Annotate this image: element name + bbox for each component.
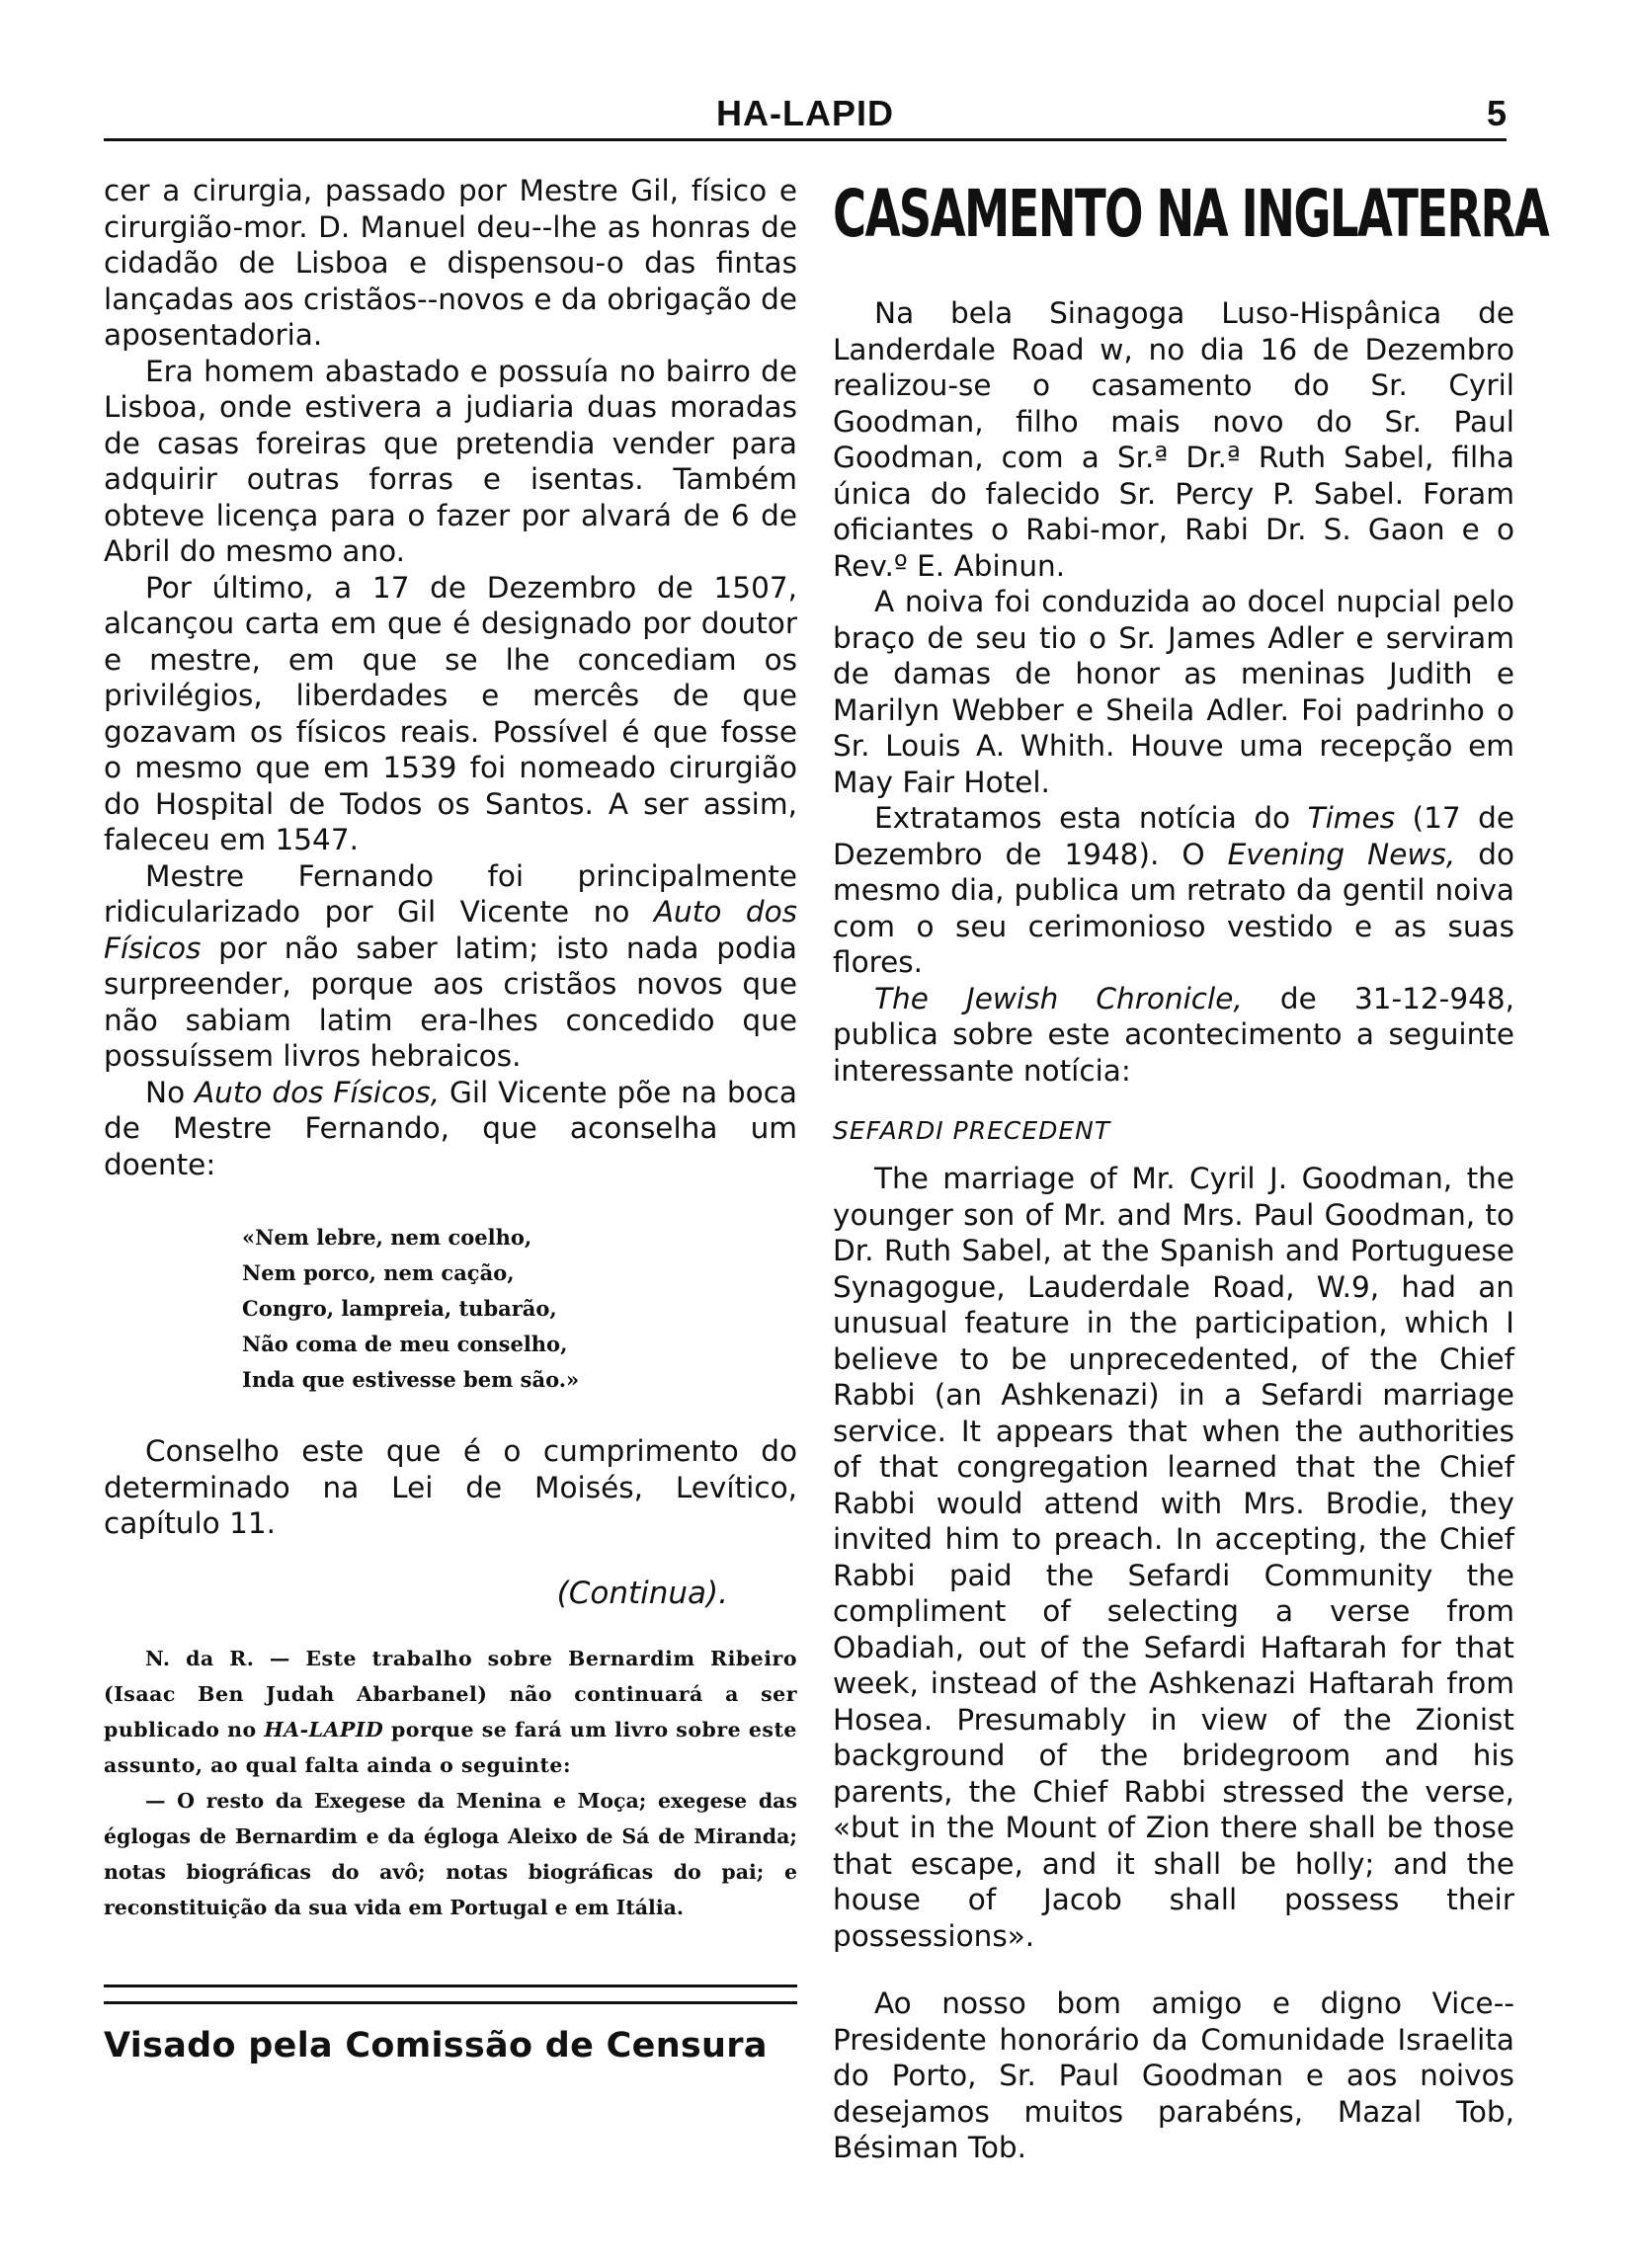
poem-line: Não coma de meu conselho, bbox=[242, 1332, 568, 1356]
poem-line: «Nem lebre, nem coelho, bbox=[242, 1225, 532, 1250]
paragraph: Ao nosso bom amigo e digno Vice--Presidente honorário da Comunidade Israelita do Porto, Sr. Paul Goodman e aos noivos desejamos muitos parabéns, Mazal Tob, Bésiman Tob. bbox=[833, 1986, 1514, 2164]
paragraph: cer a cirurgia, passado por Mestre Gil, físico e cirurgião-mor. D. Manuel deu--lhe as honras de cidadão de Lisboa e dispensou-o das fintas lançadas aos cristãos--novos e da obrigação de aposentadoria. bbox=[104, 174, 797, 352]
paragraph: The Jewish Chronicle, de 31-12-948, publica sobre este acontecimento a seguinte interessante notícia: bbox=[833, 981, 1514, 1088]
subheading: SEFARDI PRECEDENT bbox=[833, 1116, 1111, 1145]
poem-line: Nem porco, nem cação, bbox=[242, 1260, 515, 1285]
page-header bbox=[104, 91, 1507, 141]
right-column bbox=[833, 173, 1549, 2166]
paragraph: Por último, a 17 de Dezembro de 1507, alcançou carta em que é designado por doutor e mestre, em que se lhe concediam os privilégios, liberdades e mercês de que gozavam os físicos reais. Possível é que fosse o mesmo que em 1539 foi nomeado cirurgião do Hospital de Todos os Santos. A ser assim, faleceu em 1547. bbox=[104, 570, 797, 856]
note-paragraph: N. da R. — Este trabalho sobre Bernardim Ribeiro (Isaac Ben Judah Abarbanel) não continuará a ser publicado no HA-LAPID porque se fará um livro sobre este assunto, ao qual falta ainda o seguinte: bbox=[104, 1646, 797, 1777]
journal-title: HA-LAPID bbox=[716, 93, 894, 133]
continua-label: (Continua). bbox=[556, 1575, 728, 1611]
note-paragraph: — O resto da Exegese da Menina e Moça; exegese das églogas de Bernardim e da égloga Aleixo de Sá de Miranda; notas biográficas do avô; notas biográficas do pai; e reconstituição da sua vida em Portugal e em Itália. bbox=[104, 1788, 797, 1919]
left-column bbox=[104, 173, 797, 2066]
editor-note bbox=[104, 1641, 797, 1925]
spacer bbox=[833, 1954, 1514, 1985]
paragraph: Era homem abastado e possuía no bairro de Lisboa, onde estivera a judiaria duas moradas de casas foreiras que pretendia vender para adquirir outras forras e isentas. Também obteve licença para o fazer por alvará de 6 de Abril do mesmo ano. bbox=[104, 354, 797, 568]
poem-line: Inda que estivesse bem são.» bbox=[242, 1367, 580, 1392]
work-title: Auto dos Físicos bbox=[104, 895, 797, 965]
paragraph: The marriage of Mr. Cyril J. Goodman, the younger son of Mr. and Mrs. Paul Goodman, to Dr. Ruth Sabel, at the Spanish and Portuguese Synagogue, Lauderdale Road, W.9, had an unusual feature in the participation, which I believe to be unprecedented, of the Chief Rabbi (an Ashkenazi) in a Sefardi marriage service. It appears that when the authorities of that congregation learned that the Chief Rabbi would attend with Mrs. Brodie, they invited him to preach. In accepting, the Chief Rabbi paid the Sefardi Community the compliment of selecting a verse from Obadiah, out of the Sefardi Haftarah for that week, instead of the Ashkenazi Haftarah from Hosea. Presumably in view of the Zionist background of the bridegroom and his parents, the Chief Rabbi stressed the verse, «but in the Mount of Zion there shall be those that escape, and it shall be holly; and the house of Jacob shall possess their possessions». bbox=[833, 1162, 1514, 1953]
paragraph: Na bela Sinagoga Luso-Hispânica de Landerdale Road w, no dia 16 de Dezembro realizou-se o casamento do Sr. Cyril Goodman, filho mais novo do Sr. Paul Goodman, com a Sr.ª Dr.ª Ruth Sabel, filha única do falecido Sr. Percy P. Sabel. Foram oficiantes o Rabi-mor, Rabi Dr. S. Gaon e o Rev.º E. Abinun. bbox=[833, 296, 1514, 583]
paragraph: Mestre Fernando foi principalmente ridicularizado por Gil Vicente no Auto dos Físicos por não saber latim; isto nada podia surpreender, porque aos cristãos novos que não sabiam latim era-lhes concedido que possuíssem livros hebraicos. bbox=[104, 858, 797, 1073]
article-headline: CASAMENTO NA INGLATERRA bbox=[833, 176, 1549, 252]
paragraph: Extratamos esta notícia do Times (17 de Dezembro de 1948). O Evening News, do mesmo dia, publica um retrato da gentil noiva com o seu cerimonioso vestido e as suas flores. bbox=[833, 801, 1514, 979]
page-number: 5 bbox=[1486, 93, 1507, 133]
double-rule-divider bbox=[104, 1984, 797, 2004]
paragraph: A noiva foi conduzida ao docel nupcial pelo braço de seu tio o Sr. James Adler e serviram de damas de honor as meninas Judith e Marilyn Webber e Sheila Adler. Foi padrinho o Sr. Louis A. Whith. Houve uma recepção em May Fair Hotel. bbox=[833, 585, 1514, 799]
paragraph: Conselho este que é o cumprimento do determinado na Lei de Moisés, Levítico, capítulo 11. bbox=[104, 1434, 797, 1540]
poem-quote bbox=[242, 1220, 797, 1398]
censorship-notice: Visado pela Comissão de Censura bbox=[104, 2025, 768, 2066]
poem-line: Congro, lampreia, tubarão, bbox=[242, 1296, 557, 1321]
work-title: Auto dos Físicos, bbox=[195, 1075, 441, 1109]
paragraph: No Auto dos Físicos, Gil Vicente põe na boca de Mestre Fernando, que aconselha um doente: bbox=[104, 1075, 798, 1181]
